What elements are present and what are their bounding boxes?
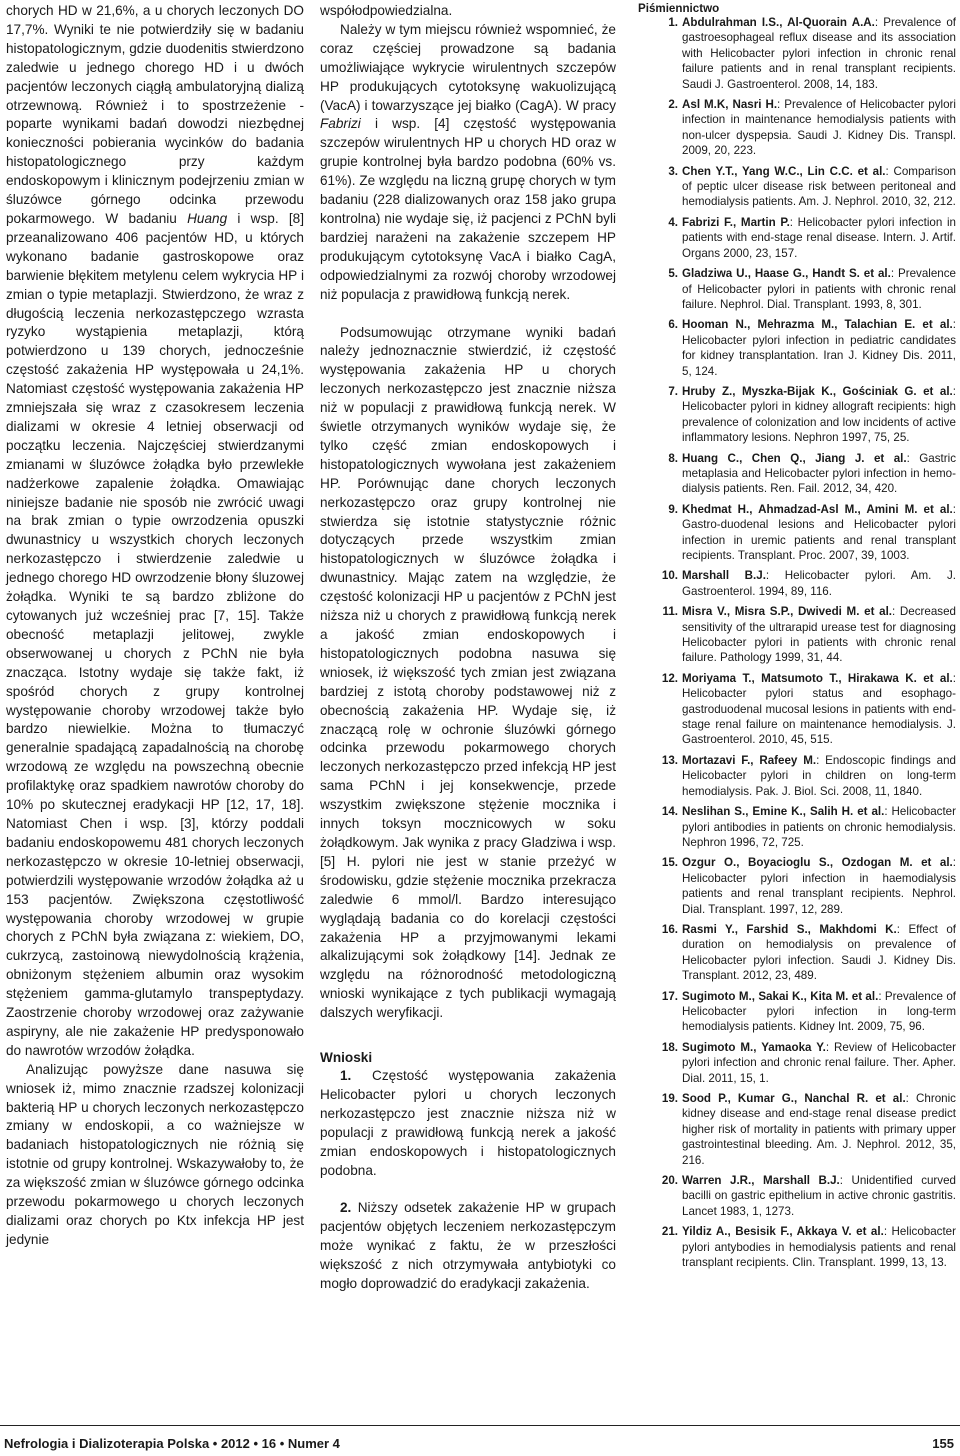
page-number: 155: [932, 1436, 954, 1451]
reference-item: [638, 604, 956, 666]
reference-authors: Marshall B.J.: [682, 569, 766, 583]
body-paragraph: chorych HD w 21,6%, a u chorych leczonych DO 17,7%. Wyniki te nie potwierdziły się w badaniu histopatologicznym, gdzie duodenitis stwierdzono zaledwie u jednego chorego HD i u dwóch pacjentów leczonych ciągłą ambulatoryjną dializą otrzewnową. Również i to spostrzeżenie - poparte wynikami badań dowodzi niezbędnej konieczności pobierania wycinków do badania histopatologicznego przy każdym endoskopowym i klinicznym podejrzeniu zmian w śluzówce górnego odcinka przewodu pokarmowego. W badaniu Huang i wsp. [8] przeanalizowano 406 pacjentów HD, u których wykonano badanie gastroskopowe oraz barwienie błękitem metylenu celem wykrycia HP i zmian o typie metaplazji. Stwierdzono, że wraz z długością leczenia nerkozastępczego wzrasta ryzyko wystąpienia metaplazji, którą potwierdzono u 139 chorych, jednocześnie częstość zakażenia HP występowała u 24,1%. Natomiast częstość występowania zakażenia HP zmniejszała się wraz z czasokresem leczenia dializami w okresie 4 letniej obserwacji od początku leczenia. Najczęściej stwierdzanymi zmianami w śluzówce żołądka było przewlekłe nadżerkowe zapalenie żołądka. Omawiając niniejsze badanie nie sposób nie zwrócić uwagi na brak zmian o typie owrzodzenia opuszki dwunastnicy u wszystkich chorych leczonych nerkozastępczo i stwierdzenie zaledwie u jednego chorego HD owrzodzenie błony śluzowej żołądka. Wyniki te są bardzo zbliżone do cytowanych już wcześniej prac [7, 15]. Także obecność metaplazji jelitowej, zwykle obserwowanej u chorych z PChN nie była znacząca. Istotny wydaje się także fakt, iż spośród chorych z grupy kontrolnej występowanie choroby wrzodowej także było bardzo niewielkie. Można to tłumaczyć generalnie spadającą zapadalnością na chorobę wrzodową ze względu na powszechną obecnie profilaktykę oraz spadkiem nawrotów choroby do 10% po skutecznej eradykacji HP [12, 17, 18]. Natomiast Chen i wsp. [3], którzy poddali badaniu endoskopowemu 481 chorych leczonych nerkozastępczo w okresie 10-letniej obserwacji, potwierdzili występowanie wrzodów żołądka aż u 153 pacjentów. Zwiększona częstotliwość występowania choroby wrzodowej w grupie chorych z PChN była związana z: wiekiem, DO, cukrzycą, zastoinową niewydolnością krążenia, obniżonym stężeniem albumin oraz wysokim stężeniem gamma-glutamylo transpeptydazy. Zaostrzenie choroby wrzodowej oraz zażywanie aspiryny, ale nie zakażenie HP predysponowało do nawrotów wrzodów żołądka.: [6, 3, 304, 1058]
reference-number: 18.: [661, 1040, 678, 1054]
reference-citation: : Helicobacter pylori status and esophago-gastroduodenal mucosal lesions in patients with end-stage renal failure on maintenance hemodialysis. J. Gastroenterol. 2010, 45, 515.: [682, 671, 956, 747]
reference-citation: : Gastric metaplasia and Helicobacter pylori infection in hemo-dialysis patients. Ren. Fail. 2012, 34, 420.: [682, 451, 956, 496]
references-column: [638, 2, 956, 1275]
reference-citation: : Helicobacter pylori. Am. J. Gastroenterol. 1994, 89, 116.: [682, 569, 956, 598]
reference-citation: : Endoscopic findings and Helicobacter pylori in children on long-term hemodialysis. Pak. J. Biol. Sci. 2008, 11, 1840.: [682, 753, 956, 798]
reference-authors: Mortazavi F., Rafeey M.: [682, 753, 817, 767]
reference-number: 4.: [668, 215, 678, 229]
reference-citation: : Prevalence of gastroesophageal reflux disease and its association with Helicobacter pylori infection in chronic renal failure patients and in renal transplant recipients. Saudi J. Gastroenterol. 2008, 14, 183.: [682, 16, 956, 91]
reference-citation: : Review of Helicobacter pylori infection and chronic renal failure. Ther. Apher. Dial. 2011, 15, 1.: [682, 1040, 956, 1085]
reference-number: 5.: [668, 267, 678, 281]
reference-number: 17.: [661, 989, 678, 1003]
reference-citation: : Unidentified curved bacilli on gastric epithelium in active chronic gastritis. Lancet 1983, 1, 1273.: [682, 1174, 956, 1218]
reference-item: [638, 164, 956, 210]
reference-item: [638, 1173, 956, 1219]
reference-item: [638, 15, 956, 92]
references-heading: Piśmiennictwo: [638, 2, 720, 15]
reference-authors: Chen Y.T., Yang W.C., Lin C.C. et al.: [682, 164, 886, 178]
reference-item: [638, 1091, 956, 1168]
references-list: [638, 15, 956, 1270]
reference-authors: Sood P., Kumar G., Nanchal R. et al.: [682, 1092, 906, 1105]
conclusion-item: 2. Niższy odsetek zakażenie HP w grupach pacjentów objętych leczeniem nerkozastępczym może wynikać z faktu, że w przeszłości większość z nich otrzymywała antybiotyki co mogło doprowadzić do eradykacji zakażenia.: [320, 1200, 616, 1292]
reference-citation: : Helicobacter pylori infection in pediatric candidates for kidney transplantation. Iran J. Kidney Dis. 2011, 5, 124.: [682, 318, 956, 378]
reference-citation: : Prevalence of Helicobacter pylori infection in long-term hemodialysis patients. Kidney Int. 2009, 75, 96.: [682, 989, 956, 1034]
reference-item: [638, 1224, 956, 1270]
reference-number: 14.: [661, 805, 678, 819]
reference-item: [638, 671, 956, 748]
reference-item: [638, 922, 956, 984]
reference-number: 1.: [668, 16, 678, 29]
reference-item: [638, 989, 956, 1035]
body-paragraph: Podsumowując otrzymane wyniki badań należy jednoznacznie stwierdzić, iż częstość występowania zakażenia HP u chorych leczonych nerkozastępczo jest znacznie niższa niż w populacji z prawidłową funkcją nerek. W świetle otrzymanych wyników wydaje się, że tylko część zmian endoskopowych i histopatologicznych wywołana jest zakażeniem HP. Porównując dane chorych leczonych nerkozastępczo oraz grupy kontrolnej nie stwierdza się istotnie statystycznie różnic dotyczących przede wszystkim zmian histopatologicznych w śluzówce żołądka i dwunastnicy. Mając zatem na względzie, że częstość kolonizacji HP u pacjentów z PChN jest niższa niż u chorych z prawidłową funkcją nerek a jakość zmian endoskopowych i histopatologicznych podobna nasuwa się wniosek, iż większość tych zmian jest związana bardziej z istotą choroby podstawowej niż z obecnością zakażenia HP. Wydaje się, iż znaczącą rolę w ochronie śluzówki górnego odcinka przewodu pokarmowego chorych leczonych nerkozastępczo przed infekcją HP jest sama PChN i jej konsekwencje, przede wszystkim zwiększone stężenie mocznika i innych toksyn mocznicowych w soku żołądkowym. Jak wynika z pracy Gladziwa i wsp. [5] H. pylori nie jest w stanie przeżyć w środowisku, gdzie stężenie mocznika przekracza zaledwie 6 mmol/l. Bardzo interesująco wyglądają badania co do korelacji częstości zakażenia HP a przyjmowanymi lekami alkalizującymi sok żołądkowy [14]. Jednak ze względu na różnorodność metodologiczną wnioski wynikające z tych publikacji wymagają dalszych weryfikacji.: [320, 324, 616, 1021]
reference-citation: : Comparison of peptic ulcer disease risk between peritoneal and hemodialysis patients. Am. J. Nephrol. 2010, 32, 212.: [682, 164, 956, 209]
journal-name: Nefrologia i Dializoterapia Polska • 2012 • 16 • Numer 4: [4, 1436, 340, 1451]
reference-citation: : Helicobacter pylori antybodies in hemodialysis patients and renal transplant recipients. Clin. Transplant. 1999, 13, 13.: [682, 1225, 956, 1270]
body-paragraph: Należy w tym miejscu również wspomnieć, że coraz częściej prowadzone są badania umożliwiające wykrycie wirulentnych szczepów HP produkujących cytotoksynę wakuolizującą (VacA) i towarzyszące jej białko (CagA). W pracy Fabrizi i wsp. [4] częstość występowania szczepów wirulentnych HP u chorych HD oraz w grupie kontrolnej była bardzo podobna (60% vs. 61%). Ze względu na liczną grupę chorych w tym badaniu (228 dializowanych oraz 158 jako grupa kontrolna) nie wydaje się, iż pacjenci z PChN byli bardziej narażeni na zakażenie szczepem HP produkującym cytotoksynę VacA i białko CagA, odpowiedzialnymi za rozwój choroby wrzodowej niż populacja z prawidłową funkcją nerek.: [320, 21, 616, 302]
reference-number: 3.: [668, 164, 678, 178]
body-column-middle: [320, 2, 616, 1294]
reference-item: [638, 215, 956, 261]
conclusions-list: [320, 1067, 616, 1294]
body-paragraph: współodpowiedzialna.: [320, 3, 453, 18]
reference-number: 8.: [668, 451, 678, 465]
reference-item: [638, 804, 956, 850]
reference-authors: Rasmi Y., Farshid S., Makhdomi K.: [682, 922, 897, 936]
body-paragraph: Analizując powyższe dane nasuwa się wniosek iż, mimo znacznie rzadszej kolonizacji bakterią HP u chorych leczonych nerkozastępczo zmiany w endoskopii, a co ważniejsze w badaniach histopatologicznych nie różnią się istotnie od grupy kontrolnej. Wskazywałoby to, że za większość zmian w śluzówce górnego odcinka przewodu pokarmowego u chorych leczonych dializami oraz chorych po Ktx infekcja HP jest jedynie: [6, 1061, 304, 1247]
reference-citation: : Helicobacter pylori antibodies in patients on chronic hemodialysis. Nephron 1996, 72, 725.: [682, 805, 956, 849]
reference-number: 21.: [661, 1225, 678, 1239]
reference-authors: Fabrizi F., Martin P.: [682, 215, 790, 229]
reference-number: 2.: [668, 98, 678, 112]
reference-number: 16.: [661, 922, 678, 936]
conclusion-number: 1.: [340, 1068, 352, 1084]
reference-item: [638, 1040, 956, 1086]
body-column-left: [6, 2, 304, 1250]
reference-number: 11.: [662, 605, 678, 619]
author-name-italic: Huang: [187, 210, 228, 226]
reference-number: 13.: [661, 753, 678, 767]
reference-number: 6.: [668, 318, 678, 332]
reference-citation: : Prevalence of Helicobacter pylori infection in maintenance hemodialysis patients with non-ulcer dyspepsia. Saudi J. Kidney Dis. Transpl. 2009, 20, 223.: [682, 98, 956, 158]
reference-authors: Abdulrahman I.S., Al-Quorain A.A.: [682, 16, 875, 29]
reference-item: [638, 384, 956, 446]
reference-citation: : Chronic kidney disease and end-stage renal disease predict higher risk of mortality in patients with primary upper gastrointestinal bleeding. Am. J. Nephrol. 2012, 35, 216.: [682, 1092, 956, 1167]
reference-item: [638, 97, 956, 159]
reference-citation: : Decreased sensitivity of the ultrarapid urease test for diagnosing Helicobacter pylori in patients with chronic renal failure. Pathology 1999, 31, 44.: [682, 605, 956, 665]
reference-citation: : Prevalence of Helicobacter pylori in patients with chronic renal failure. Nephrol. Dial. Transplant. 1993, 8, 301.: [682, 267, 956, 311]
reference-item: [638, 855, 956, 917]
reference-authors: Hooman N., Mehrazma M., Talachian E. et al.: [682, 318, 953, 332]
reference-item: [638, 753, 956, 799]
reference-authors: Sugimoto M., Sakai K., Kita M. et al.: [682, 989, 879, 1003]
reference-number: 15.: [661, 856, 678, 870]
reference-number: 9.: [668, 502, 678, 516]
summary-paragraph: [320, 324, 616, 1024]
discussion-continued: [320, 2, 616, 305]
reference-item: [638, 451, 956, 497]
reference-citation: : Helicobacter pylori in kidney allograft recipients: high prevalence of colonization and low incidents of active inflammatory lesions. Nephron 1997, 75, 25.: [682, 384, 956, 445]
conclusions-heading: Wnioski: [320, 1050, 373, 1066]
reference-authors: Neslihan S., Emine K., Salih H. et al.: [682, 805, 885, 819]
reference-number: 19.: [661, 1092, 678, 1105]
reference-number: 20.: [661, 1174, 678, 1188]
reference-authors: Hruby Z., Myszka-Bijak K., Gościniak G. et al.: [682, 384, 953, 398]
reference-authors: Misra V., Misra S.P., Dwivedi M. et al.: [682, 605, 893, 619]
reference-authors: Sugimoto M., Yamaoka Y.: [682, 1040, 826, 1054]
paragraph-gap: [320, 1023, 616, 1042]
reference-authors: Khedmat H., Ahmadzad-Asl M., Amini M. et al.: [682, 502, 953, 516]
reference-authors: Ozgur O., Boyacioglu S., Ozdogan M. et al.: [682, 856, 953, 870]
author-name-italic: Fabrizi: [320, 116, 361, 132]
reference-citation: : Helicobacter pylori infection in haemodialysis patients and renal transplant recipients. Nephrol. Dial. Transplant. 1997, 12, 289.: [682, 856, 956, 916]
reference-item: [638, 502, 956, 564]
reference-authors: Moriyama T., Matsumoto T., Hirakawa K. et al.: [682, 671, 953, 685]
page-footer: [0, 1425, 960, 1451]
reference-item: [638, 568, 956, 599]
reference-citation: : Helicobacter pylori infection in patients with end-stage renal disease. Intern. J. Artif. Organs 2000, 23, 157.: [682, 215, 956, 260]
reference-citation: : Gastro-duodenal lesions and Helicobacter pylori infection in uremic patients and renal transplant recipients. Transplant. Proc. 2007, 39, 1003.: [682, 502, 956, 562]
reference-authors: Yildiz A., Besisik F., Akkaya V. et al.: [682, 1225, 884, 1239]
reference-item: [638, 266, 956, 312]
reference-number: 7.: [668, 384, 678, 398]
reference-number: 10.: [661, 569, 678, 583]
reference-authors: Huang C., Chen Q., Jiang J. et al.: [682, 451, 907, 465]
reference-authors: Warren J.R., Marshall B.J.: [682, 1174, 840, 1188]
paragraph-gap: [320, 305, 616, 324]
reference-number: 12.: [661, 671, 678, 685]
reference-citation: : Effect of duration on hemodialysis on prevalence of Helicobacter pylori infection. Saudi J. Kidney Dis. Transplant. 2012, 23, 489.: [682, 922, 957, 983]
reference-authors: Asl M.K, Nasri H.: [682, 98, 778, 112]
conclusion-item: 1. Częstość występowania zakażenia Helicobacter pylori u chorych leczonych nerkozastępczo jest znacznie niższa niż w populacji z prawidłową funkcją nerek a jakość zmian endoskopowych i histopatologicznych podobna.: [320, 1068, 616, 1178]
paragraph-gap: [320, 1180, 616, 1199]
reference-authors: Gladziwa U., Haase G., Handt S. et al.: [682, 267, 891, 281]
conclusion-number: 2.: [340, 1200, 352, 1216]
reference-item: [638, 317, 956, 379]
